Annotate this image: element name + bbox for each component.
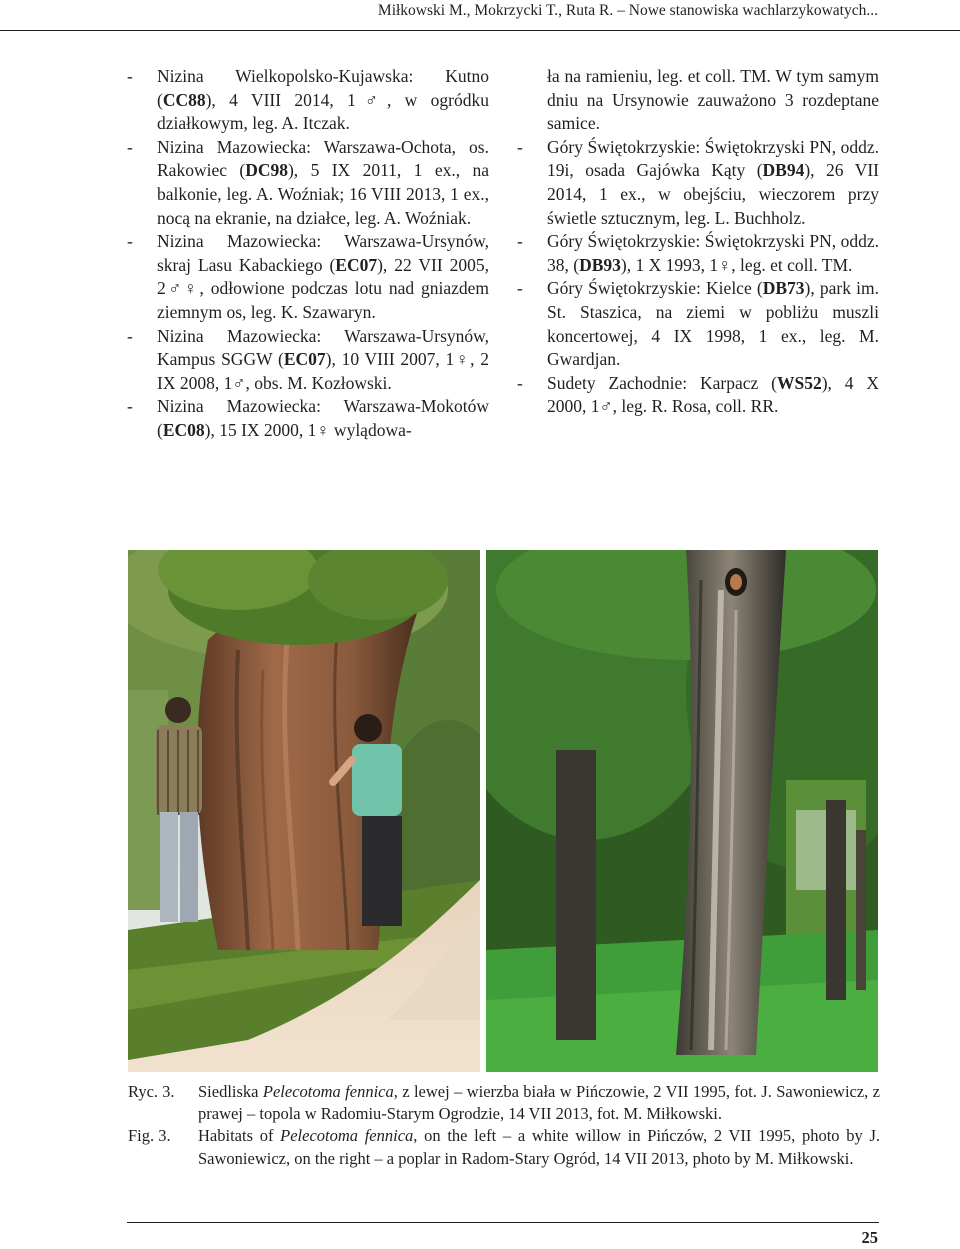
species-name: Pelecotoma fennica	[280, 1126, 414, 1146]
entry-text: Nizina Mazowiecka: Warszawa-Mokotów (	[157, 396, 489, 440]
list-dash: -	[127, 136, 133, 157]
locality-entry	[517, 230, 879, 277]
grid-square-code: EC07	[283, 349, 326, 370]
list-dash: -	[517, 231, 523, 252]
locality-entry	[127, 230, 489, 324]
entry-text: Nizina Mazowiecka: Warszawa-Ursynów, Kampus SGGW (	[157, 325, 489, 370]
grid-square-code: EC07	[335, 254, 378, 275]
list-dash: -	[127, 396, 133, 417]
entry-text: Góry Świętokrzyskie: Świętokrzyski PN, oddz. 38, (	[547, 231, 879, 275]
grid-square-code: CC88	[162, 89, 206, 110]
caption-text: Habitats of	[198, 1126, 281, 1146]
list-dash: -	[517, 372, 523, 393]
caption-label: Ryc. 3.	[128, 1082, 175, 1101]
species-name: Pelecotoma fennica	[262, 1082, 394, 1101]
locality-entry	[517, 277, 879, 371]
caption-0	[128, 1081, 880, 1125]
grid-square-code: WS52	[776, 372, 822, 393]
figure-3	[128, 550, 878, 1072]
entry-text: ), park im. St. Staszica, na ziemi w pobliżu muszli koncertowej, 4 IX 1998, 1 ex., leg. M. Gwardjan.	[547, 278, 880, 370]
photo-white-willow	[128, 550, 480, 1072]
list-dash: -	[127, 231, 133, 252]
entry-text: Nizina Mazowiecka: Warszawa-Ochota, os. Rakowiec (	[157, 136, 489, 181]
locality-entry	[517, 372, 879, 419]
running-head: Miłkowski M., Mokrzycki T., Ruta R. – Nowe stanowiska wachlarzykowatych...	[377, 2, 878, 19]
photo-poplar	[486, 550, 878, 1072]
caption-label: Fig. 3.	[128, 1126, 171, 1146]
entry-text: ), 5 IX 2011, 1 ex., na balkonie, leg. A. Woźniak; 16 VIII 2013, 1 ex., nocą na ekranie, na działce, leg. A. Woźniak.	[157, 160, 489, 228]
page-number: 25	[861, 1228, 878, 1247]
entry-text: Góry Świętokrzyskie: Świętokrzyski PN, oddz. 19i, osada Gajówka Kąty (	[547, 136, 879, 181]
locality-entry	[517, 65, 879, 136]
header-rule	[0, 30, 960, 31]
entry-text: Nizina Wielkopolsko-Kujawska: Kutno (	[157, 66, 489, 110]
left-column	[127, 65, 489, 443]
entry-text: ), 1 X 1993, 1♀, leg. et coll. TM.	[620, 254, 853, 275]
grid-square-code: DB94	[762, 160, 805, 181]
entry-text: ), 26 VII 2014, 1 ex., w obejściu, wieczorem przy świetle sztucznym, leg. L. Buchholz.	[547, 160, 879, 228]
grid-square-code: EC08	[162, 419, 205, 440]
locality-entry	[127, 136, 489, 230]
locality-entry	[127, 325, 489, 396]
entry-text: Góry Świętokrzyskie: Kielce (	[547, 278, 763, 299]
right-column	[517, 65, 879, 419]
locality-entry	[127, 65, 489, 136]
locality-entry	[517, 136, 879, 230]
entry-text: ), 22 VII 2005, 2♂♀, odłowione podczas lotu nad gniazdem ziemnym os, leg. K. Szawaryn.	[157, 254, 489, 322]
caption-text: , on the left – a white willow in Pińczów, 2 VII 1995, photo by J. Sawoniewicz, on the right – a poplar in Radom-Stary Ogród, 14 VII 2013, photo by M. Miłkowski.	[198, 1126, 880, 1168]
list-dash: -	[127, 66, 133, 86]
locality-entry	[127, 395, 489, 442]
entry-text: ), 4 X 2000, 1♂, leg. R. Rosa, coll. RR.	[547, 372, 879, 417]
grid-square-code: DB93	[579, 254, 621, 275]
list-dash: -	[127, 325, 133, 346]
grid-square-code: DB73	[762, 278, 805, 299]
entry-text: Nizina Mazowiecka: Warszawa-Ursynów, skraj Lasu Kabackiego (	[157, 231, 489, 275]
grid-square-code: DC98	[245, 160, 288, 181]
list-dash: -	[517, 278, 523, 299]
figure-caption	[128, 1081, 880, 1170]
entry-text: ), 10 VIII 2007, 1♀, 2 IX 2008, 1♂, obs. M. Kozłowski.	[157, 349, 489, 393]
entry-text: ), 4 VIII 2014, 1♂, w ogródku działkowym, leg. A. Itczak.	[157, 89, 489, 134]
entry-text: Sudety Zachodnie: Karpacz (	[547, 372, 777, 393]
entry-text: ła na ramieniu, leg. et coll. TM. W tym samym dniu na Ursynowie zauważono 3 rozdeptane samice.	[547, 66, 879, 134]
caption-text: , z lewej – wierzba biała w Pińczowie, 2 VII 1995, fot. J. Sawoniewicz, z prawej – topola w Radomiu-Starym Ogrodzie, 14 VII 2013, fot. M. Miłkowski.	[198, 1082, 881, 1124]
caption-text: Siedliska	[198, 1082, 263, 1101]
list-dash: -	[517, 136, 523, 157]
footer-rule	[127, 1222, 879, 1223]
entry-text: ), 15 IX 2000, 1♀ wylądowa-	[204, 419, 412, 440]
caption-1	[128, 1125, 880, 1169]
